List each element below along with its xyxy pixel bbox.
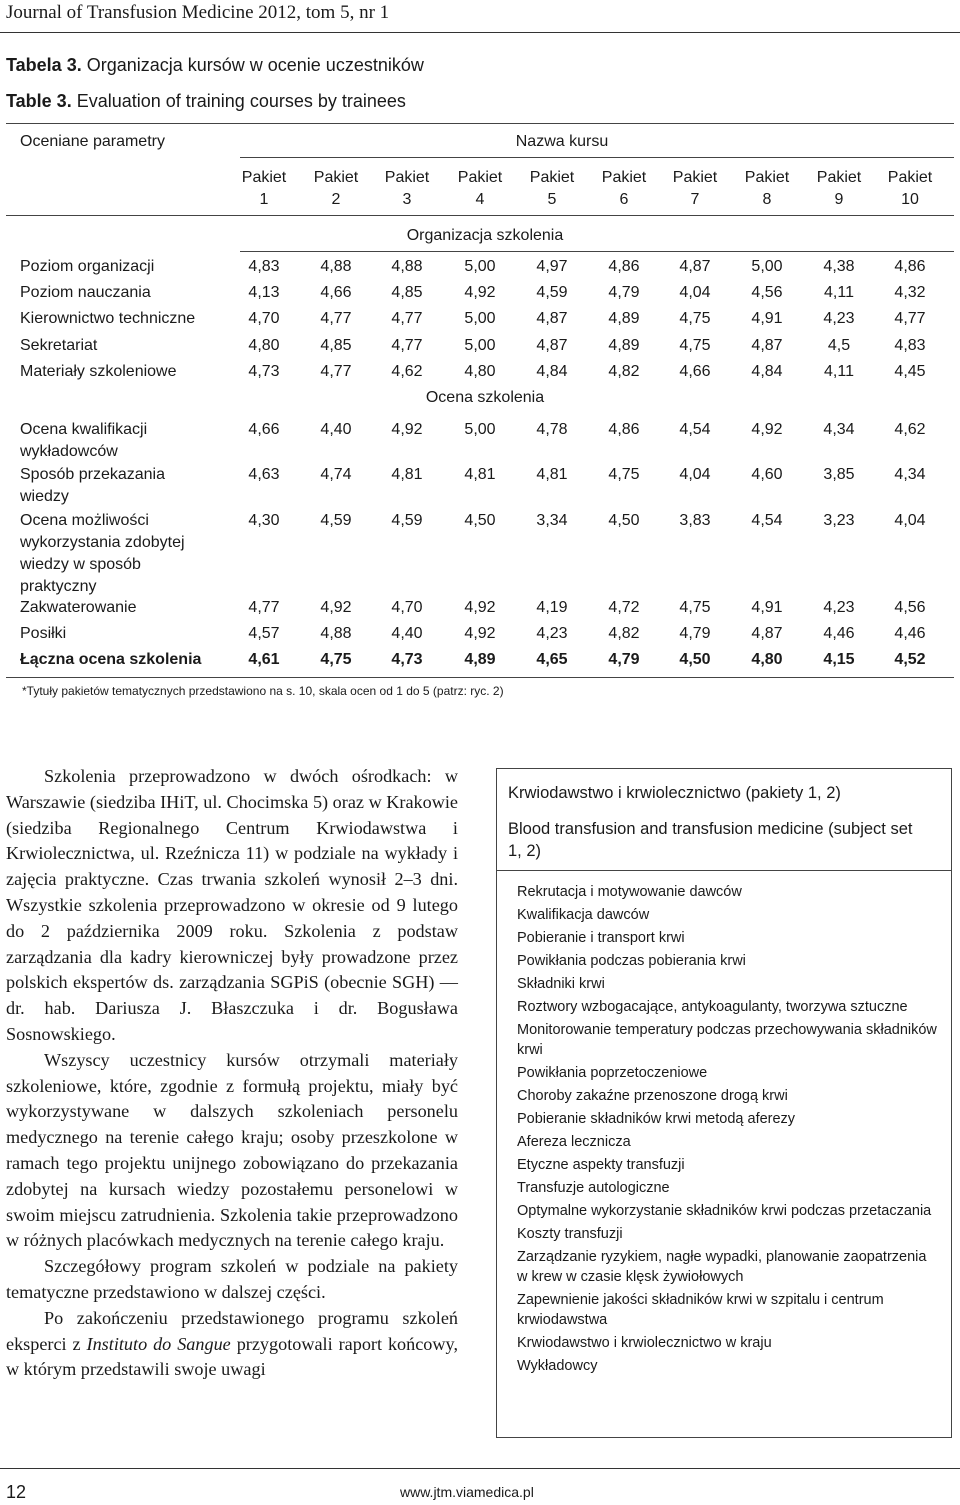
box-topic-list	[517, 882, 937, 1379]
table-cell: 4,85	[320, 337, 352, 354]
box-topic-item: Koszty transfuzji	[517, 1226, 623, 1242]
table-cell: 4,5	[827, 337, 851, 354]
table-cell: 4,91	[751, 599, 783, 616]
section-heading: Ocena szkolenia	[425, 389, 545, 406]
table-top-rule	[6, 123, 954, 124]
table-cell: 4,86	[608, 421, 640, 438]
table-cell: 4,54	[751, 512, 783, 529]
row-label: Łączna ocena szkolenia	[20, 651, 202, 668]
table-cell: 4,87	[751, 337, 783, 354]
caption-text: Organizacja kursów w ocenie uczestników	[81, 55, 424, 75]
table-cell: 3,34	[536, 512, 568, 529]
table-cell: 4,19	[536, 599, 568, 616]
table-cell: 5,00	[751, 258, 783, 275]
table-cell: 4,80	[751, 651, 783, 668]
table-cell: 4,79	[608, 284, 640, 301]
column-header-number: 7	[690, 191, 700, 208]
table-cell: 4,79	[679, 625, 711, 642]
column-header-number: 1	[259, 191, 269, 208]
box-title-en: Blood transfusion and transfusion medicine (subject set 1, 2)	[508, 820, 913, 860]
page-number: 12	[6, 1482, 27, 1502]
table-cell: 5,00	[464, 310, 496, 327]
column-header-number: 3	[402, 191, 412, 208]
box-topic-item: Etyczne aspekty transfuzji	[517, 1157, 685, 1173]
table-cell: 4,59	[536, 284, 568, 301]
table-cell: 5,00	[464, 337, 496, 354]
table-cell: 4,91	[751, 310, 783, 327]
header-rule	[0, 32, 960, 33]
box-topic-item: Rekrutacja i motywowanie dawców	[517, 884, 742, 900]
table-cell: 4,73	[248, 363, 280, 380]
table-cell: 4,50	[464, 512, 496, 529]
table-cell: 4,46	[823, 625, 855, 642]
body-text-span: Po zakończeniu przedstawionego programu szkoleń eksperci z	[6, 1307, 458, 1354]
body-text	[6, 764, 458, 1383]
table-cell: 4,83	[894, 337, 926, 354]
table-cell: 4,97	[536, 258, 568, 275]
column-header-label: Pakiet	[384, 169, 430, 186]
table-cell: 4,89	[608, 337, 640, 354]
table-cell: 4,70	[391, 599, 423, 616]
column-header-number: 2	[331, 191, 341, 208]
table-cell: 4,75	[679, 599, 711, 616]
section-heading: Organizacja szkolenia	[406, 227, 564, 244]
box-topic-item: Monitorowanie temperatury podczas przechowywania składników krwi	[517, 1022, 937, 1058]
table-cell: 4,81	[391, 466, 423, 483]
box-topic-item: Transfuzje autologiczne	[517, 1180, 670, 1196]
table-cell: 3,23	[823, 512, 855, 529]
table-cell: 4,84	[536, 363, 568, 380]
row-label: Poziom nauczania	[20, 284, 151, 301]
table-cell: 4,89	[464, 651, 496, 668]
table-cell: 3,83	[679, 512, 711, 529]
table-cell: 4,04	[894, 512, 926, 529]
column-header-label: Pakiet	[744, 169, 790, 186]
header-rule	[6, 215, 954, 216]
column-header-number: 9	[834, 191, 844, 208]
table-cell: 4,11	[824, 284, 854, 301]
table-footnote: *Tytuły pakietów tematycznych przedstawiono na s. 10, skala ocen od 1 do 5 (patrz: ryc. 2)	[22, 684, 504, 698]
section-rule	[240, 251, 954, 252]
table-cell: 4,50	[679, 651, 711, 668]
table-cell: 4,34	[823, 421, 855, 438]
table-cell: 4,38	[823, 258, 855, 275]
table-cell: 4,77	[391, 310, 423, 327]
row-label: Zakwaterowanie	[20, 599, 137, 616]
table-cell: 4,50	[608, 512, 640, 529]
column-header-label: Pakiet	[241, 169, 287, 186]
column-header-label: Pakiet	[601, 169, 647, 186]
table-cell: 4,54	[679, 421, 711, 438]
box-title-pl: Krwiodawstwo i krwiolecznictwo (pakiety 1, 2)	[508, 784, 841, 802]
table-cell: 4,04	[679, 466, 711, 483]
box-topic-item: Zarządzanie ryzykiem, nagłe wypadki, planowanie zaopatrzenia w krew w czasie klęsk żywiołowych	[517, 1249, 927, 1285]
body-paragraph: Szczegółowy program szkoleń w podziale na pakiety tematyczne przedstawiono w dalszej części.	[6, 1256, 458, 1302]
table-cell: 4,79	[608, 651, 640, 668]
table-cell: 4,87	[536, 337, 568, 354]
journal-header: Journal of Transfusion Medicine 2012, tom 5, nr 1	[6, 2, 390, 23]
row-label: Ocena możliwości	[20, 512, 149, 529]
table-cell: 4,77	[320, 310, 352, 327]
table-cell: 4,23	[823, 310, 855, 327]
table-caption-pl	[6, 55, 424, 76]
box-rule	[496, 870, 952, 871]
box-topic-item: Afereza lecznicza	[517, 1134, 631, 1150]
body-text-span: przygotowali raport końcowy, w którym przedstawili swoje uwagi	[6, 1333, 458, 1380]
table-cell: 4,82	[608, 625, 640, 642]
column-header-number: 8	[762, 191, 772, 208]
table-cell: 4,65	[536, 651, 568, 668]
table-cell: 4,40	[320, 421, 352, 438]
table-cell: 4,72	[608, 599, 640, 616]
table-cell: 4,92	[320, 599, 352, 616]
table-cell: 4,56	[894, 599, 926, 616]
column-header-number: 6	[619, 191, 629, 208]
table-cell: 4,87	[751, 625, 783, 642]
row-label: Sekretariat	[20, 337, 98, 354]
table-cell: 4,92	[751, 421, 783, 438]
table-cell: 4,75	[320, 651, 352, 668]
table-cell: 4,30	[248, 512, 280, 529]
column-header-number: 10	[901, 191, 919, 208]
table-cell: 4,80	[464, 363, 496, 380]
table-cell: 4,59	[320, 512, 352, 529]
body-paragraph: Szkolenia przeprowadzono w dwóch ośrodkach: w Warszawie (siedziba IHiT, ul. Chocimska 5) oraz w Krakowie (siedziba Regionalnego Centrum Krwiodawstwa i Krwiolecznictwa, ul. Rzeźnicza 11) w podziale na wykłady i zajęcia praktyczne. Czas trwania szkoleń wynosił 2–3 dni. Wszystkie szkolenia przeprowadzono w okresie od 9 lutego do 2 października 2009 roku. Szkolenia z podstaw zarządzania dla kadry kierowniczej były prowadzone przez polskich ekspertów ds. zarządzania SGPiS (obecnie SGH) — dr. hab. Dariusza J. Błaszczuka i dr. Bogusława Sosnowskiego.	[6, 766, 458, 1044]
table-cell: 4,62	[894, 421, 926, 438]
table-cell: 4,78	[536, 421, 568, 438]
table-cell: 4,84	[751, 363, 783, 380]
row-label: wiedzy	[20, 488, 69, 505]
table-cell: 4,92	[391, 421, 423, 438]
caption-text: Evaluation of training courses by trainees	[71, 91, 406, 111]
box-topic-item: Pobieranie składników krwi metodą aferezy	[517, 1111, 796, 1127]
table-cell: 4,92	[464, 625, 496, 642]
table-cell: 4,70	[248, 310, 280, 327]
param-header: Oceniane parametry	[20, 133, 165, 150]
table-cell: 4,66	[320, 284, 352, 301]
row-label: wiedzy w sposób	[20, 556, 141, 573]
table-cell: 4,80	[248, 337, 280, 354]
box-topic-item: Roztwory wzbogacające, antykoagulanty, tworzywa sztuczne	[517, 999, 908, 1015]
row-label: Sposób przekazania	[20, 466, 165, 483]
table-cell: 4,88	[391, 258, 423, 275]
body-paragraph: Wszyscy uczestnicy kursów otrzymali materiały szkoleniowe, które, zgodnie z formułą projektu, miały być wykorzystywane w dalszych szkoleniach personelu medycznego na terenie całego kraju; osoby przeszkolone w ramach tego projektu unijnego zobowiązano do przekazania zdobytej na kursach wiedzy pozostałemu personelowi w swoim miejscu zatrudnienia. Szkolenia takie przeprowadzono w różnych placówkach medycznych na terenie całego kraju.	[6, 1049, 458, 1251]
table-cell: 4,66	[679, 363, 711, 380]
box-topic-item: Kwalifikacja dawców	[517, 907, 650, 923]
table-cell: 4,87	[536, 310, 568, 327]
table-cell: 4,45	[894, 363, 926, 380]
column-header-label: Pakiet	[816, 169, 862, 186]
table-cell: 4,81	[464, 466, 496, 483]
table-cell: 4,61	[248, 651, 280, 668]
table-cell: 4,85	[391, 284, 423, 301]
column-header-number: 4	[475, 191, 485, 208]
table-cell: 4,92	[464, 284, 496, 301]
table-cell: 4,11	[824, 363, 854, 380]
column-header-label: Pakiet	[457, 169, 503, 186]
table-cell: 4,81	[536, 466, 568, 483]
table-cell: 4,66	[248, 421, 280, 438]
table-cell: 4,34	[894, 466, 926, 483]
box-topic-item: Pobieranie i transport krwi	[517, 930, 685, 946]
table-caption-en	[6, 91, 406, 112]
column-header-number: 5	[547, 191, 557, 208]
row-label: Materiały szkoleniowe	[20, 363, 177, 380]
row-label: Poziom organizacji	[20, 258, 155, 275]
table-cell: 4,32	[894, 284, 926, 301]
caption-label: Table 3.	[6, 91, 72, 111]
table-cell: 4,86	[894, 258, 926, 275]
table-cell: 4,15	[823, 651, 855, 668]
box-topic-item: Zapewnienie jakości składników krwi w szpitalu i centrum krwiodawstwa	[517, 1292, 884, 1328]
table-cell: 4,75	[679, 337, 711, 354]
table-cell: 4,74	[320, 466, 352, 483]
row-label: Posiłki	[20, 625, 67, 642]
table-cell: 4,59	[391, 512, 423, 529]
table-cell: 4,13	[248, 284, 280, 301]
box-topic-item: Choroby zakaźne przenoszone drogą krwi	[517, 1088, 788, 1104]
body-italic: Instituto do Sangue	[86, 1333, 231, 1354]
table-cell: 4,60	[751, 466, 783, 483]
body-paragraph	[6, 1306, 458, 1383]
table-cell: 4,86	[608, 258, 640, 275]
row-label: wykorzystania zdobytej	[20, 534, 185, 551]
table-cell: 4,40	[391, 625, 423, 642]
row-label: wykładowców	[20, 443, 118, 460]
column-header-label: Pakiet	[887, 169, 933, 186]
row-label: Kierownictwo techniczne	[20, 310, 196, 327]
table-cell: 4,88	[320, 625, 352, 642]
footer-rule	[0, 1468, 960, 1469]
table-cell: 4,52	[894, 651, 926, 668]
table-cell: 4,63	[248, 466, 280, 483]
table-cell: 4,62	[391, 363, 423, 380]
table-cell: 4,04	[679, 284, 711, 301]
box-topic-item: Składniki krwi	[517, 976, 605, 992]
table-cell: 4,46	[894, 625, 926, 642]
course-header-rule	[240, 157, 954, 158]
table-cell: 4,83	[248, 258, 280, 275]
table-cell: 4,77	[320, 363, 352, 380]
table-bottom-rule	[6, 677, 954, 678]
table-cell: 4,92	[464, 599, 496, 616]
footer-url[interactable]: www.jtm.viamedica.pl	[400, 1484, 534, 1500]
box-topic-item: Powikłania podczas pobierania krwi	[517, 953, 746, 969]
table-cell: 4,23	[536, 625, 568, 642]
table-cell: 5,00	[464, 258, 496, 275]
row-label: praktyczny	[20, 578, 97, 595]
column-header-label: Pakiet	[529, 169, 575, 186]
table-cell: 4,56	[751, 284, 783, 301]
table-cell: 4,57	[248, 625, 280, 642]
table-cell: 4,77	[248, 599, 280, 616]
column-header-label: Pakiet	[672, 169, 718, 186]
table-cell: 4,77	[894, 310, 926, 327]
table-cell: 4,75	[608, 466, 640, 483]
caption-label: Tabela 3.	[6, 55, 82, 75]
table-cell: 4,87	[679, 258, 711, 275]
table-cell: 4,75	[679, 310, 711, 327]
box-topic-item: Optymalne wykorzystanie składników krwi podczas przetaczania	[517, 1203, 932, 1219]
box-topic-item: Wykładowcy	[517, 1358, 598, 1374]
table-cell: 4,73	[391, 651, 423, 668]
row-label: Ocena kwalifikacji	[20, 421, 148, 438]
table-cell: 4,23	[823, 599, 855, 616]
table-cell: 4,77	[391, 337, 423, 354]
course-header: Nazwa kursu	[515, 133, 609, 150]
table-cell: 4,82	[608, 363, 640, 380]
table-cell: 5,00	[464, 421, 496, 438]
box-topic-item: Powikłania poprzetoczeniowe	[517, 1065, 708, 1081]
box-topic-item: Krwiodawstwo i krwiolecznictwo w kraju	[517, 1335, 772, 1351]
column-header-label: Pakiet	[313, 169, 359, 186]
table-cell: 3,85	[823, 466, 855, 483]
table-cell: 4,89	[608, 310, 640, 327]
table-cell: 4,88	[320, 258, 352, 275]
